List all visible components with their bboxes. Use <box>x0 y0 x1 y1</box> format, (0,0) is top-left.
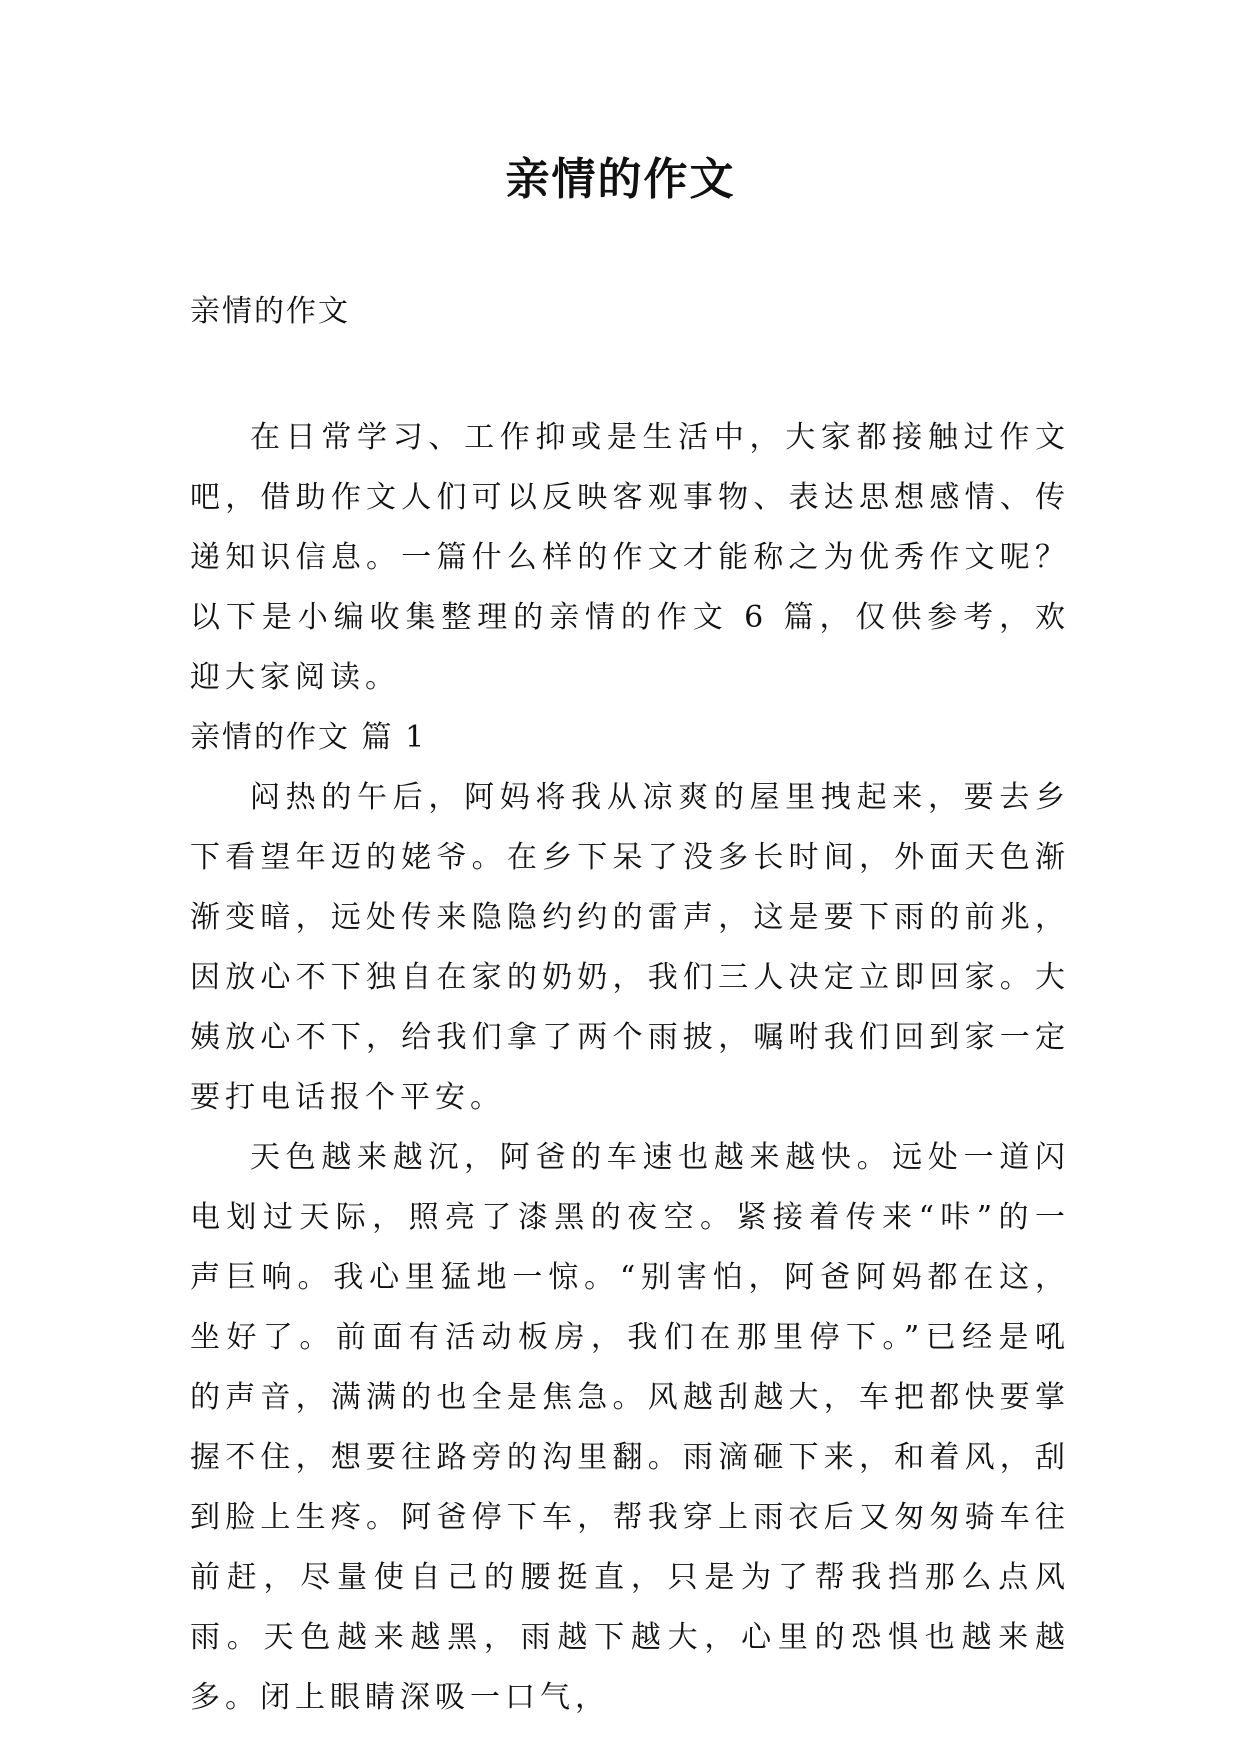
document-subtitle: 亲情的作文 <box>190 294 350 329</box>
document-body <box>190 408 1070 1728</box>
section-heading: 亲情的作文 篇 1 <box>190 720 427 755</box>
body-paragraph-2: 天色越来越沉，阿爸的车速也越来越快。远处一道闪电划过天际，照亮了漆黑的夜空。紧接着传来“咔”的一声巨响。我心里猛地一惊。“别害怕，阿爸阿妈都在这，坐好了。前面有活动板房，我们在那里停下。”已经是吼的声音，满满的也全是焦急。风越刮越大，车把都快要掌握不住，想要往路旁的沟里翻。雨滴砸下来，和着风，刮到脸上生疼。阿爸停下车，帮我穿上雨衣后又匆匆骑车往前赶，尽量使自己的腰挺直，只是为了帮我挡那么点风雨。天色越来越黑，雨越下越大，心里的恐惧也越来越多。闭上眼睛深吸一口气， <box>190 1140 1070 1715</box>
body-paragraph-1: 闷热的午后，阿妈将我从凉爽的屋里拽起来，要去乡下看望年迈的姥爷。在乡下呆了没多长时间，外面天色渐渐变暗，远处传来隐隐约约的雷声，这是要下雨的前兆，因放心不下独自在家的奶奶，我们三人决定立即回家。大姨放心不下，给我们拿了两个雨披，嘱咐我们回到家一定要打电话报个平安。 <box>190 780 1070 1115</box>
intro-paragraph: 在日常学习、工作抑或是生活中，大家都接触过作文吧，借助作文人们可以反映客观事物、表达思想感情、传递知识信息。一篇什么样的作文才能称之为优秀作文呢？以下是小编收集整理的亲情的作文 6 篇，仅供参考，欢迎大家阅读。 <box>190 420 1070 695</box>
document-title: 亲情的作文 <box>505 154 736 205</box>
